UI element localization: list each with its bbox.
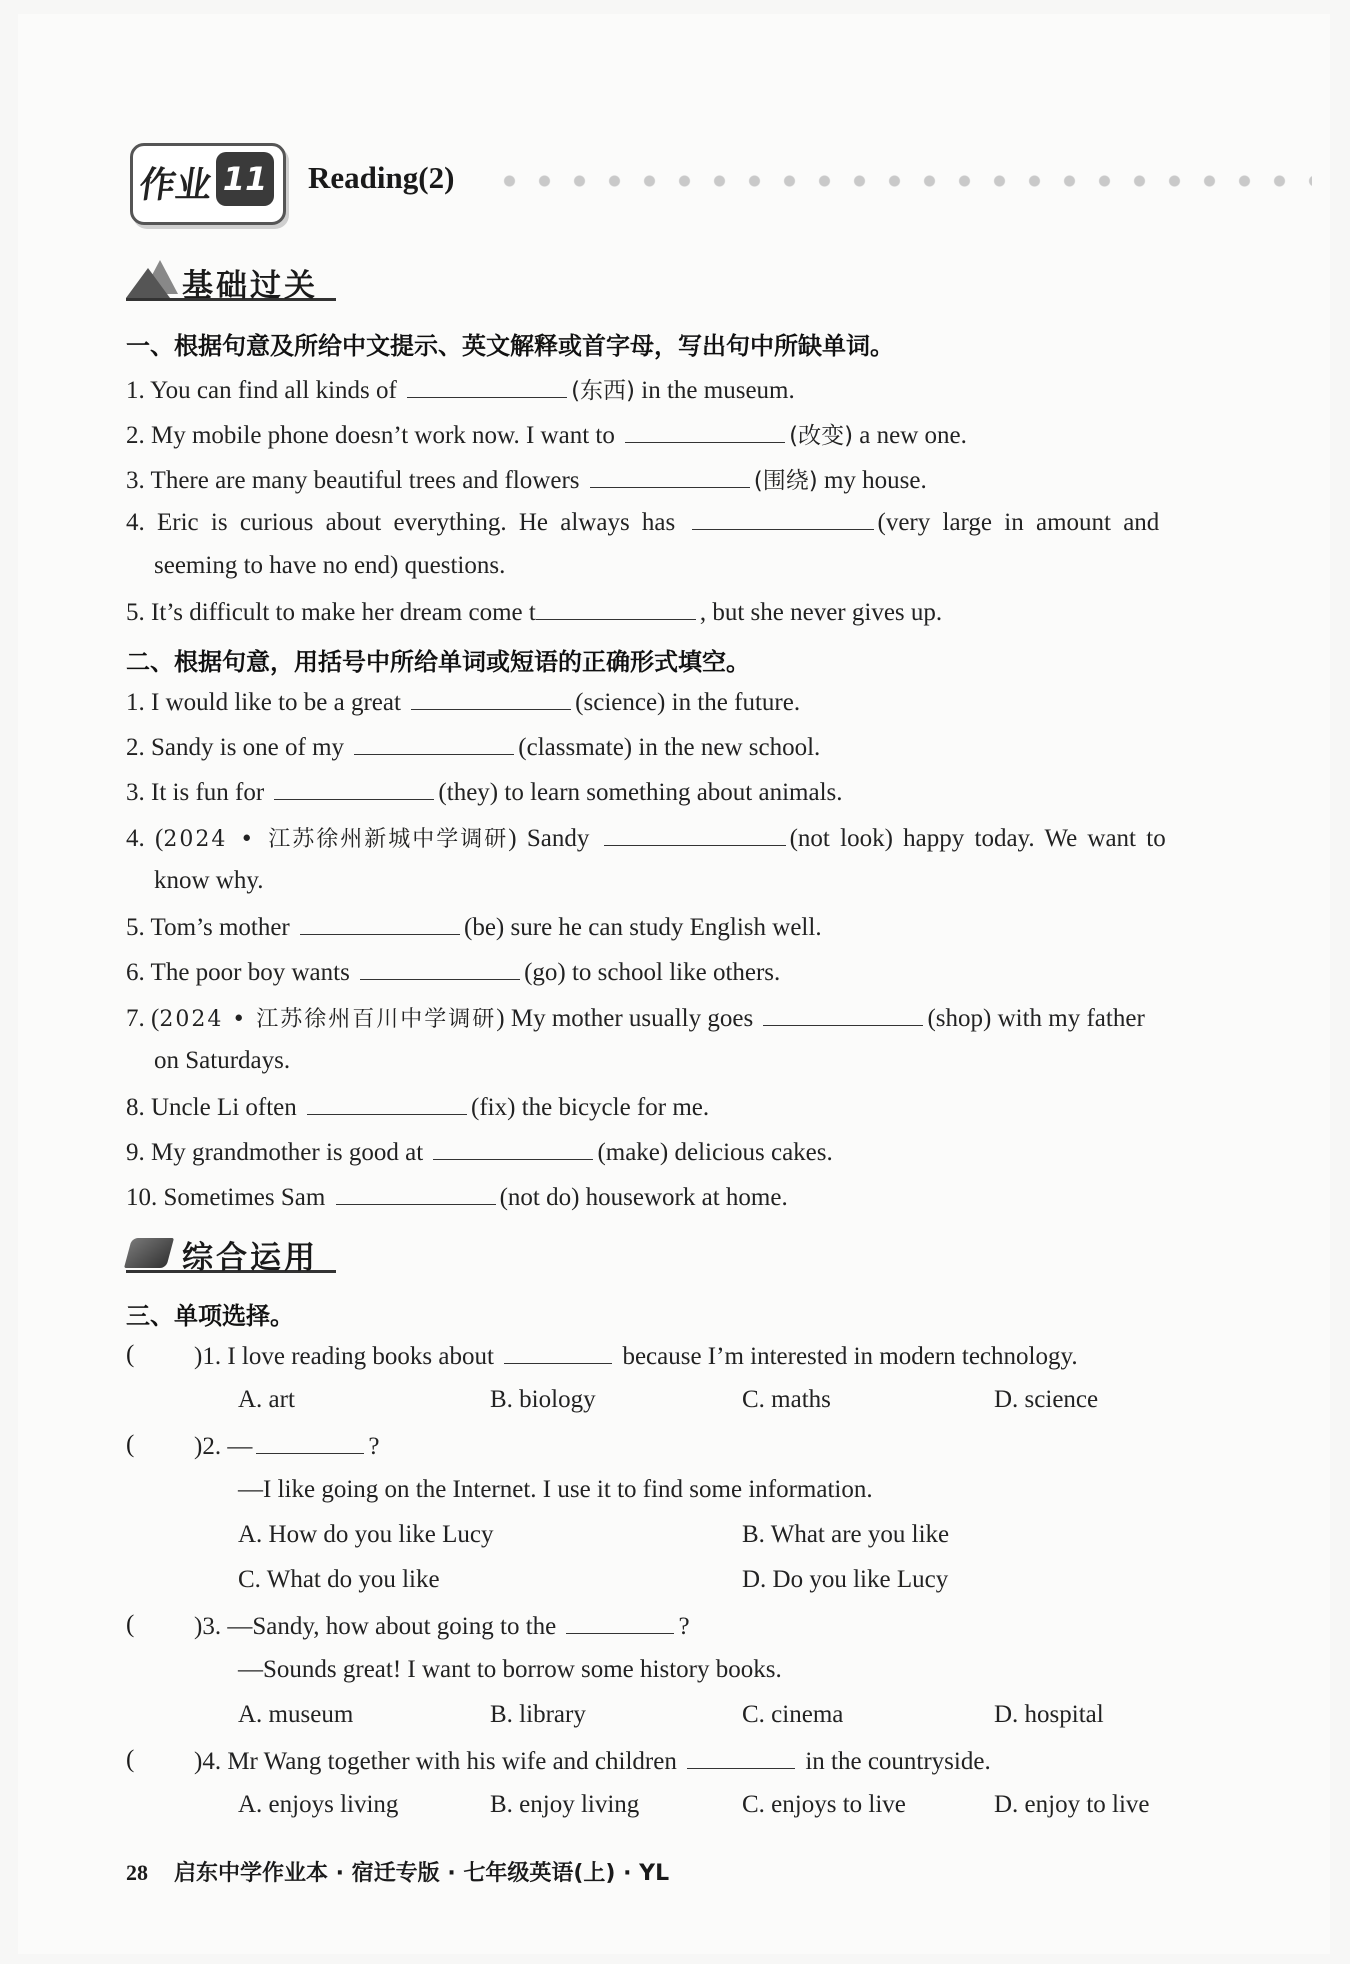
mc-q2-option-d[interactable]: D. Do you like Lucy	[742, 1566, 949, 1593]
title-dots-decoration	[492, 172, 1312, 190]
part3-instruction: 三、单项选择。	[126, 1302, 294, 1330]
answer-blank[interactable]	[566, 1611, 674, 1634]
q1-4: 4. Eric is curious about everything. He always has (very large in amount and	[126, 509, 1160, 536]
mc-q2-reply: —I like going on the Internet. I use it to find some information.	[238, 1476, 873, 1503]
answer-blank[interactable]	[360, 957, 520, 980]
mc-q1: )1. I love reading books about because I’m interested in modern technology.	[194, 1343, 1078, 1370]
part2-instruction: 二、根据句意，用括号中所给单词或短语的正确形式填空。	[126, 648, 750, 676]
page-title: Reading(2)	[308, 160, 455, 195]
q2-5: 5. Tom’s mother (be) sure he can study English well.	[126, 914, 822, 941]
answer-blank[interactable]	[604, 823, 786, 846]
mc-q3-option-b[interactable]: B. library	[490, 1701, 586, 1728]
q2-3: 3. It is fun for (they) to learn something about animals.	[126, 779, 843, 806]
book-icon	[124, 1238, 174, 1268]
section-heading-label: 基础过关	[182, 268, 318, 304]
q2-2: 2. Sandy is one of my (classmate) in the new school.	[126, 734, 821, 761]
answer-blank[interactable]	[256, 1431, 364, 1454]
answer-blank[interactable]	[336, 1182, 496, 1205]
book-title: 启东中学作业本 · 宿迁专版 · 七年级英语(上) · YL	[174, 1861, 670, 1886]
answer-bracket[interactable]: (	[126, 1431, 135, 1458]
answer-blank[interactable]	[763, 1003, 923, 1026]
q2-7: 7. (2024 • 江苏徐州百川中学调研) My mother usually goes (shop) with my father	[126, 1005, 1145, 1032]
answer-blank[interactable]	[307, 1092, 467, 1115]
answer-blank[interactable]	[354, 732, 514, 755]
mc-q3-option-c[interactable]: C. cinema	[742, 1701, 844, 1728]
mc-q2: )2. — ?	[194, 1433, 380, 1460]
answer-bracket[interactable]: (	[126, 1611, 135, 1638]
badge-number: 11	[216, 152, 274, 206]
mc-q1-option-a[interactable]: A. art	[238, 1386, 295, 1413]
mc-q3-option-a[interactable]: A. museum	[238, 1701, 354, 1728]
answer-blank[interactable]	[433, 1137, 593, 1160]
mc-q3: )3. —Sandy, how about going to the ?	[194, 1613, 690, 1640]
page-footer	[126, 1856, 669, 1887]
mc-q4-option-d[interactable]: D. enjoy to live	[994, 1791, 1150, 1818]
mc-q4: )4. Mr Wang together with his wife and children in the countryside.	[194, 1748, 991, 1775]
answer-blank[interactable]	[590, 465, 750, 488]
mc-q1-option-c[interactable]: C. maths	[742, 1386, 831, 1413]
mc-q3-reply: —Sounds great! I want to borrow some history books.	[238, 1656, 782, 1683]
badge-label: 作业	[136, 165, 215, 206]
source-note: 2024 • 江苏徐州百川中学调研	[159, 1007, 497, 1032]
mc-q4-option-b[interactable]: B. enjoy living	[490, 1791, 640, 1818]
answer-bracket[interactable]: (	[126, 1341, 135, 1368]
answer-blank[interactable]	[692, 507, 874, 530]
answer-blank[interactable]	[274, 777, 434, 800]
page-number: 28	[126, 1860, 148, 1885]
answer-blank[interactable]	[687, 1746, 795, 1769]
mc-q3-option-d[interactable]: D. hospital	[994, 1701, 1104, 1728]
q2-9: 9. My grandmother is good at (make) delicious cakes.	[126, 1139, 833, 1166]
mc-q2-option-c[interactable]: C. What do you like	[238, 1566, 440, 1593]
q2-10: 10. Sometimes Sam (not do) housework at home.	[126, 1184, 788, 1211]
q2-1: 1. I would like to be a great (science) in the future.	[126, 689, 801, 716]
q1-2: 2. My mobile phone doesn’t work now. I want to (改变) a new one.	[126, 422, 967, 449]
answer-blank[interactable]	[300, 912, 460, 935]
mc-q1-option-d[interactable]: D. science	[994, 1386, 1099, 1413]
q2-4: 4. (2024 • 江苏徐州新城中学调研) Sandy (not look) happy today. We want to	[126, 825, 1166, 852]
answer-blank[interactable]	[407, 375, 567, 398]
mc-q4-option-a[interactable]: A. enjoys living	[238, 1791, 399, 1818]
answer-blank[interactable]	[504, 1341, 612, 1364]
mc-q1-option-b[interactable]: B. biology	[490, 1386, 596, 1413]
answer-blank[interactable]	[625, 420, 785, 443]
q2-6: 6. The poor boy wants (go) to school like others.	[126, 959, 781, 986]
mc-q4-option-c[interactable]: C. enjoys to live	[742, 1791, 906, 1818]
section-heading-basic	[126, 258, 336, 308]
mc-q2-option-b[interactable]: B. What are you like	[742, 1521, 950, 1548]
section-heading-label: 综合运用	[182, 1240, 318, 1276]
q1-4-cont: seeming to have no end) questions.	[154, 552, 506, 579]
q2-7-cont: on Saturdays.	[154, 1047, 291, 1074]
section-heading-comprehensive	[126, 1230, 336, 1280]
mc-q2-option-a[interactable]: A. How do you like Lucy	[238, 1521, 494, 1548]
mountain-icon-shadow	[126, 268, 170, 298]
part1-instruction: 一、根据句意及所给中文提示、英文解释或首字母，写出句中所缺单词。	[126, 332, 894, 360]
source-note: 2024 • 江苏徐州新城中学调研	[163, 827, 509, 852]
q1-3: 3. There are many beautiful trees and flowers (围绕) my house.	[126, 467, 927, 494]
answer-blank[interactable]	[536, 597, 696, 620]
answer-bracket[interactable]: (	[126, 1746, 135, 1773]
q1-1: 1. You can find all kinds of (东西) in the museum.	[126, 377, 795, 404]
q1-5: 5. It’s difficult to make her dream come t , but she never gives up.	[126, 599, 943, 626]
q2-4-cont: know why.	[154, 867, 264, 894]
q2-8: 8. Uncle Li often (fix) the bicycle for me.	[126, 1094, 710, 1121]
answer-blank[interactable]	[411, 687, 571, 710]
